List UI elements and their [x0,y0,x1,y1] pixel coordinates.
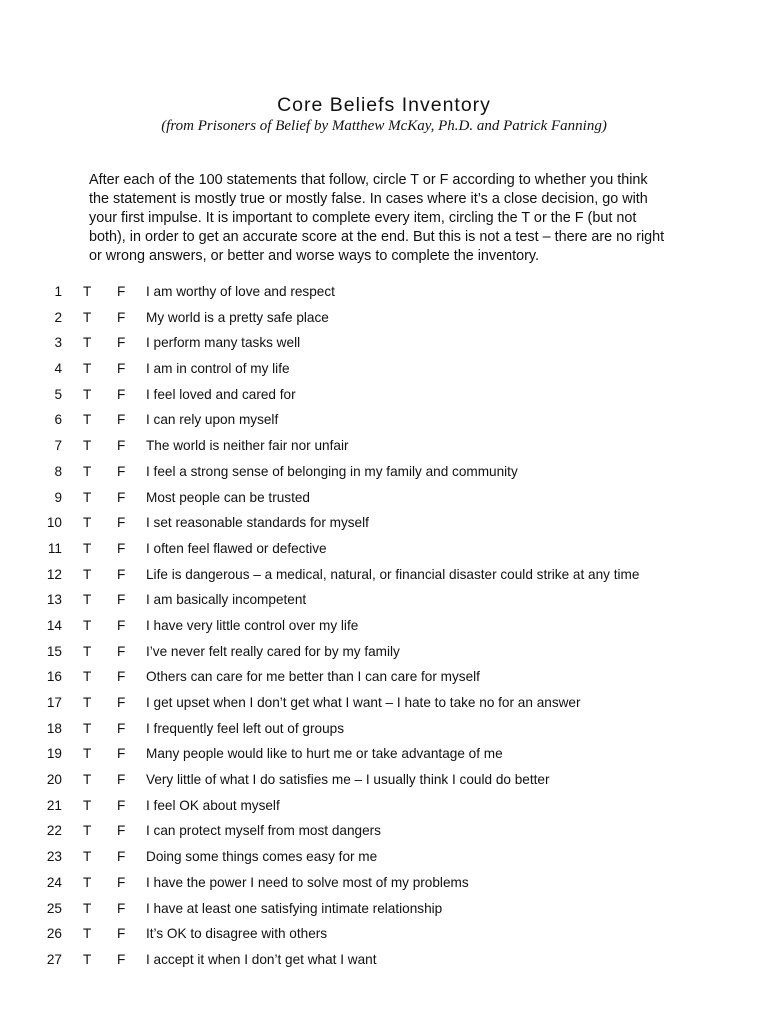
intro-paragraph [89,171,729,266]
statement-number: 20 [46,772,62,788]
statement-text: I’ve never felt really cared for by my family [146,643,400,659]
false-option[interactable]: F [117,695,126,710]
statement-row [0,410,768,436]
false-option[interactable]: F [117,746,126,762]
document-subtitle: (from Prisoners of Belief by Matthew McKay, Ph.D. and Patrick Fanning) [161,118,607,134]
false-option[interactable]: F [117,900,126,916]
statement-row [0,333,768,359]
statement-number: 25 [46,900,62,916]
statement-number: 17 [46,695,62,710]
true-option[interactable]: T [83,335,92,351]
true-option[interactable]: T [83,874,92,890]
statement-row [0,385,768,411]
statement-text: The world is neither fair nor unfair [146,438,349,454]
statement-text: I am basically incompetent [146,592,307,608]
false-option[interactable]: F [117,386,126,402]
statement-text: I have very little control over my life [146,617,359,633]
true-option[interactable]: T [83,540,92,556]
true-option[interactable]: T [83,643,92,659]
statement-number: 26 [46,926,62,942]
false-option[interactable]: F [117,823,126,839]
false-option[interactable]: F [117,669,126,685]
false-option[interactable]: F [117,592,126,608]
false-option[interactable]: F [117,463,126,479]
true-option[interactable]: T [83,823,92,839]
statement-number: 8 [54,463,62,479]
statement-text: I can protect myself from most dangers [146,823,381,839]
statement-text: I frequently feel left out of groups [146,720,344,736]
statement-row [0,770,768,796]
statement-text: I feel a strong sense of belonging in my family and community [146,463,518,479]
statement-text: I often feel flawed or defective [146,540,327,556]
false-option[interactable]: F [117,566,126,582]
statement-row [0,693,768,719]
statement-row [0,282,768,308]
true-option[interactable]: T [83,284,92,299]
statement-text: I am in control of my life [146,361,290,377]
statement-number: 18 [46,720,62,736]
statement-row [0,308,768,334]
statement-text: Many people would like to hurt me or take advantage of me [146,746,503,762]
statement-row [0,924,768,950]
intro-line: your first impulse. It is important to complete every item, circling the T or the F (but not [89,210,637,226]
statement-text: I can rely upon myself [146,412,279,428]
statement-number: 16 [46,669,62,685]
statement-number: 23 [46,849,62,865]
true-option[interactable]: T [83,951,92,967]
false-option[interactable]: F [117,335,126,351]
false-option[interactable]: F [117,284,126,299]
statement-text: I perform many tasks well [146,335,301,351]
true-option[interactable]: T [83,617,92,633]
false-option[interactable]: F [117,361,126,377]
false-option[interactable]: F [117,438,126,454]
statement-text: I have the power I need to solve most of my problems [146,874,469,890]
false-option[interactable]: F [117,489,126,505]
statement-text: Life is dangerous – a medical, natural, or financial disaster could strike at any time [146,566,640,582]
statement-row [0,565,768,591]
true-option[interactable]: T [83,361,92,377]
true-option[interactable]: T [83,412,92,428]
statement-text: I accept it when I don’t get what I want [146,951,377,967]
statement-text: I feel loved and cared for [146,386,296,402]
statement-number: 15 [46,643,62,659]
statement-text: It’s OK to disagree with others [146,926,328,942]
false-option[interactable]: F [117,412,126,428]
statement-row [0,796,768,822]
statement-number: 24 [46,874,62,890]
false-option[interactable]: F [117,951,126,967]
statement-row [0,744,768,770]
statement-row [0,616,768,642]
true-option[interactable]: T [83,797,92,813]
document-title: Core Beliefs Inventory [277,94,491,116]
intro-line: the statement is mostly true or mostly false. In cases where it’s a close decision, go with [89,191,648,207]
true-option[interactable]: T [83,695,92,710]
true-option[interactable]: T [83,720,92,736]
statement-number: 11 [47,540,62,556]
statement-number: 21 [46,797,62,813]
statement-row [0,642,768,668]
true-option[interactable]: T [83,746,92,762]
false-option[interactable]: F [117,849,126,865]
statement-number: 2 [54,309,62,325]
statement-text: My world is a pretty safe place [146,309,329,325]
statement-text: Doing some things comes easy for me [146,849,378,865]
false-option[interactable]: F [117,874,126,890]
statement-row [0,667,768,693]
true-option[interactable]: T [83,438,92,454]
statement-row [0,821,768,847]
statement-number: 5 [54,386,62,402]
statement-number: 22 [46,823,62,839]
statement-row [0,539,768,565]
true-option[interactable]: T [83,489,92,505]
true-option[interactable]: T [83,900,92,916]
true-option[interactable]: T [83,772,92,788]
statement-number: 10 [46,515,62,531]
statement-number: 9 [54,489,62,505]
true-option[interactable]: T [83,669,92,685]
statement-text: Others can care for me better than I can care for myself [146,669,480,685]
statement-text: Most people can be trusted [146,489,310,505]
statement-row [0,873,768,899]
false-option[interactable]: F [117,617,126,633]
statement-row [0,847,768,873]
statement-text: I feel OK about myself [146,797,280,813]
statement-row [0,513,768,539]
false-option[interactable]: F [117,926,126,942]
intro-line: both), in order to get an accurate score at the end. But this is not a test – there are no right [89,229,665,245]
statement-row [0,719,768,745]
statement-number: 3 [54,335,62,351]
statement-row [0,950,768,976]
false-option[interactable]: F [117,772,126,788]
false-option[interactable]: F [117,540,126,556]
statement-row [0,436,768,462]
statement-row [0,359,768,385]
statement-number: 19 [46,746,62,762]
statement-text: I set reasonable standards for myself [146,515,369,531]
true-option[interactable]: T [83,592,92,608]
false-option[interactable]: F [117,797,126,813]
intro-line: After each of the 100 statements that follow, circle T or F according to whether you think [89,172,648,188]
true-option[interactable]: T [83,566,92,582]
true-option[interactable]: T [83,309,92,325]
statement-number: 7 [54,438,62,454]
statement-number: 12 [46,566,62,582]
true-option[interactable]: T [83,386,92,402]
statement-number: 1 [54,284,62,299]
false-option[interactable]: F [117,515,126,531]
false-option[interactable]: F [117,309,126,325]
false-option[interactable]: F [117,643,126,659]
statement-text: I have at least one satisfying intimate relationship [146,900,443,916]
statement-row [0,899,768,925]
statement-number: 27 [46,951,62,967]
statement-row [0,590,768,616]
statement-number: 14 [46,617,62,633]
statement-number: 13 [46,592,62,608]
true-option[interactable]: T [83,849,92,865]
statement-number: 4 [54,361,62,377]
statement-number: 6 [54,412,62,428]
statement-text: I am worthy of love and respect [146,284,335,299]
statement-text: Very little of what I do satisfies me – I usually think I could do better [146,772,550,788]
true-option[interactable]: T [83,926,92,942]
statement-row [0,462,768,488]
true-option[interactable]: T [83,515,92,531]
intro-line: or wrong answers, or better and worse ways to complete the inventory. [89,248,540,264]
statement-list [0,282,768,976]
false-option[interactable]: F [117,720,126,736]
statement-text: I get upset when I don’t get what I want – I hate to take no for an answer [146,695,581,710]
true-option[interactable]: T [83,463,92,479]
statement-row [0,488,768,514]
